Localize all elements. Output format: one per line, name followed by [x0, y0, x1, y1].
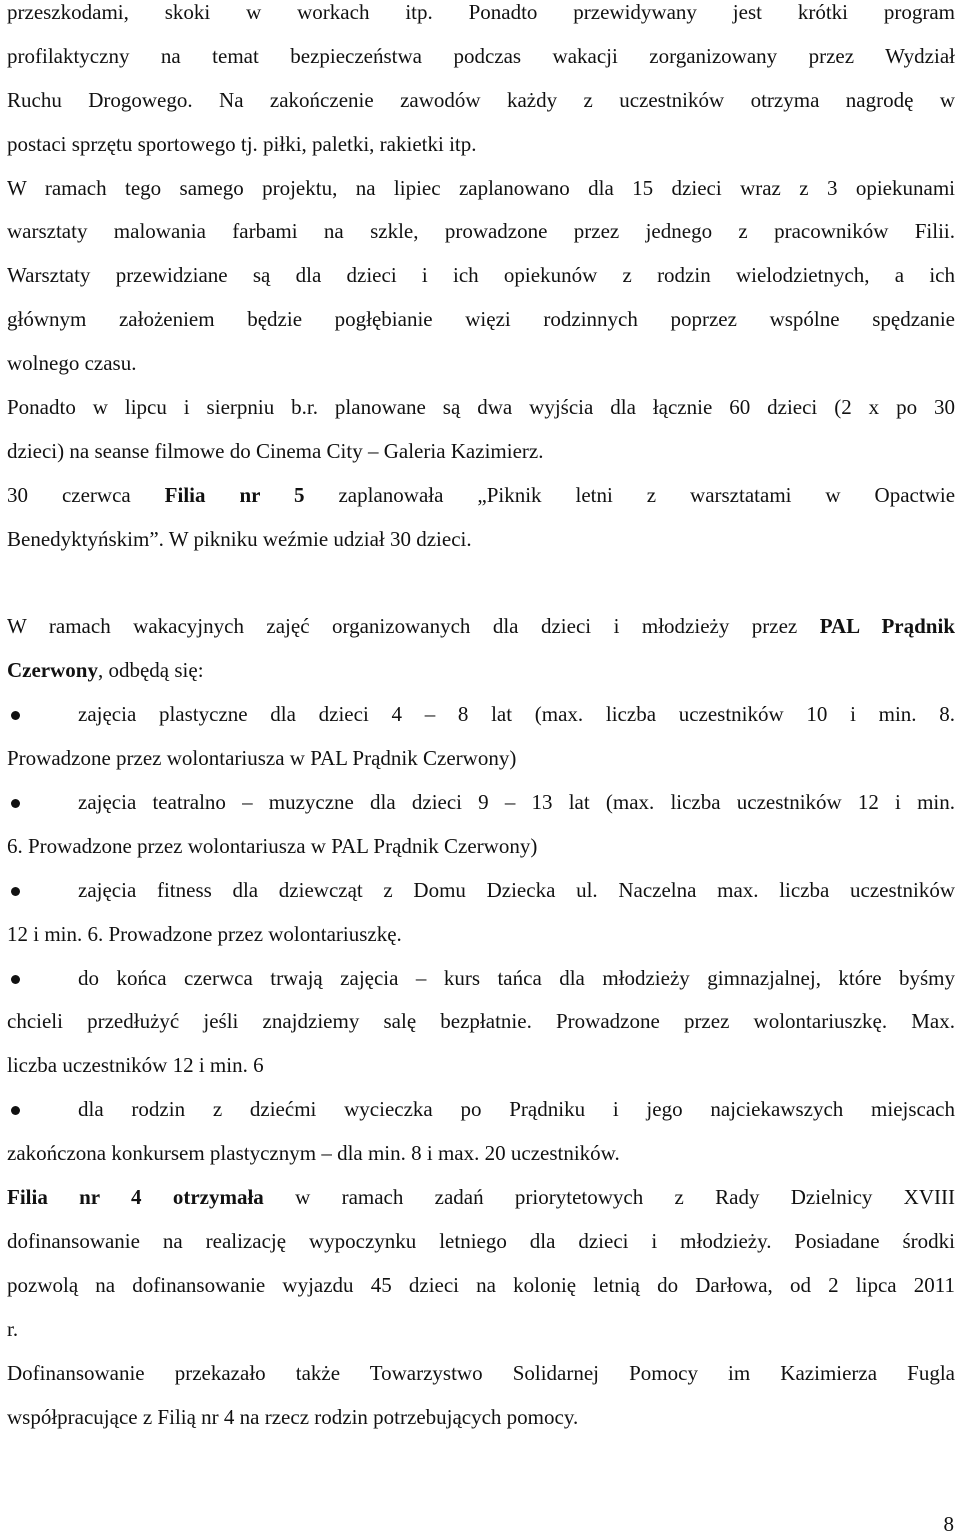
text-line: 12 i min. 6. Prowadzone przez wolontariuszkę. [7, 921, 402, 946]
text-span: zajęcia fitness dla dziewcząt z Domu Dziecka ul. Naczelna max. liczba uczestników [78, 877, 955, 902]
bullet-icon [11, 711, 20, 720]
text-line: 6. Prowadzone przez wolontariusza w PAL Prądnik Czerwony) [7, 833, 538, 858]
list-item [7, 693, 955, 781]
text-span: 30 czerwca [7, 482, 131, 507]
text-span: zaplanowała „Piknik letni z warsztatami w Opactwie [338, 482, 955, 507]
text-line: przeszkodami, skoki w workach itp. Ponadto przewidywany jest krótki program [7, 0, 955, 24]
page-number: 8 [943, 1512, 954, 1536]
text-line: zakończona konkursem plastycznym – dla min. 8 i max. 20 uczestników. [7, 1141, 620, 1166]
list-item [7, 957, 955, 1089]
text-line: r. [7, 1316, 19, 1341]
bullet-icon [11, 799, 20, 808]
text-line: warsztaty malowania farbami na szkle, prowadzone przez jednego z pracowników Filii. [7, 219, 955, 244]
paragraph-piknik-continuation [7, 0, 955, 167]
text-span: zajęcia plastyczne dla dzieci 4 – 8 lat (max. liczba uczestników 10 i min. 8. [78, 702, 955, 727]
bold-text: Czerwony [7, 658, 98, 683]
text-line: chcieli przedłużyć jeśli znajdziemy salę bezpłatnie. Prowadzone przez wolontariuszkę. Max. [7, 1009, 955, 1034]
text-line: współpracujące z Filią nr 4 na rzecz rodzin potrzebujących pomocy. [7, 1404, 579, 1429]
bold-text: Filia nr 4 otrzymała [7, 1185, 264, 1210]
paragraph-filia-4 [7, 1176, 955, 1352]
text-line: Warsztaty przewidziane są dla dzieci i ich opiekunów z rodzin wielodzietnych, a ich [7, 263, 955, 288]
text-span: do końca czerwca trwają zajęcia – kurs tańca dla młodzieży gimnazjalnej, które byśmy [78, 965, 955, 990]
text-line: dofinansowanie na realizację wypoczynku letniego dla dzieci i młodzieży. Posiadane środki [7, 1228, 955, 1253]
paragraph-warsztaty [7, 167, 955, 386]
text-line [7, 957, 955, 1001]
text-line [7, 869, 955, 913]
bullet-icon [11, 1106, 20, 1115]
bullet-icon [11, 975, 20, 984]
text-line: Ponadto w lipcu i sierpniu b.r. planowane są dwa wyjścia dla łącznie 60 dzieci (2 x po 30 [7, 395, 955, 420]
text-line [7, 781, 955, 825]
document-page [7, 0, 955, 1439]
text-line [7, 474, 955, 518]
bullet-icon [11, 887, 20, 896]
text-line [7, 1176, 955, 1220]
list-item [7, 869, 955, 957]
list-item [7, 781, 955, 869]
text-span: dla rodzin z dziećmi wycieczka po Prądniku i jego najciekawszych miejscach [78, 1097, 955, 1122]
text-line [7, 1088, 955, 1132]
text-span: W ramach wakacyjnych zajęć organizowanych dla dzieci i młodzieży przez [7, 614, 798, 639]
text-span: , odbędą się: [97, 658, 204, 683]
text-line: profilaktyczny na temat bezpieczeństwa podczas wakacji zorganizowany przez Wydział [7, 43, 955, 68]
text-line: Prowadzone przez wolontariusza w PAL Prądnik Czerwony) [7, 746, 517, 771]
text-line: wolnego czasu. [7, 351, 137, 376]
text-span: w ramach zadań priorytetowych z Rady Dzielnicy XVIII [295, 1185, 955, 1210]
text-line: głównym założeniem będzie pogłębianie więzi rodzinnych poprzez wspólne spędzanie [7, 307, 955, 332]
paragraph-dofinansowanie [7, 1352, 955, 1440]
text-line: W ramach tego samego projektu, na lipiec zaplanowano dla 15 dzieci wraz z 3 opiekunami [7, 175, 955, 200]
text-line [7, 649, 955, 693]
text-line: Ruchu Drogowego. Na zakończenie zawodów każdy z uczestników otrzyma nagrodę w [7, 87, 955, 112]
text-line: Dofinansowanie przekazało także Towarzystwo Solidarnej Pomocy im Kazimierza Fugla [7, 1360, 955, 1385]
text-span: zajęcia teatralno – muzyczne dla dzieci 9 – 13 lat (max. liczba uczestników 12 i min. [78, 790, 955, 815]
text-line: liczba uczestników 12 i min. 6 [7, 1053, 264, 1078]
paragraph-gap [7, 562, 955, 606]
text-line: pozwolą na dofinansowanie wyjazdu 45 dzieci na kolonię letnią do Darłowa, od 2 lipca 2011 [7, 1272, 955, 1297]
paragraph-cinema [7, 386, 955, 474]
bold-text: PAL Prądnik [819, 614, 955, 639]
paragraph-pal-intro [7, 605, 955, 693]
paragraph-filia-5 [7, 474, 955, 562]
text-line: dzieci) na seanse filmowe do Cinema City – Galeria Kazimierz. [7, 438, 544, 463]
list-item [7, 1088, 955, 1176]
text-line: postaci sprzętu sportowego tj. piłki, paletki, rakietki itp. [7, 131, 477, 156]
text-line [7, 693, 955, 737]
bullet-list [7, 693, 955, 1176]
text-line [7, 605, 955, 649]
bold-text: Filia nr 5 [164, 482, 305, 507]
text-line: Benedyktyńskim”. W pikniku weźmie udział 30 dzieci. [7, 526, 472, 551]
